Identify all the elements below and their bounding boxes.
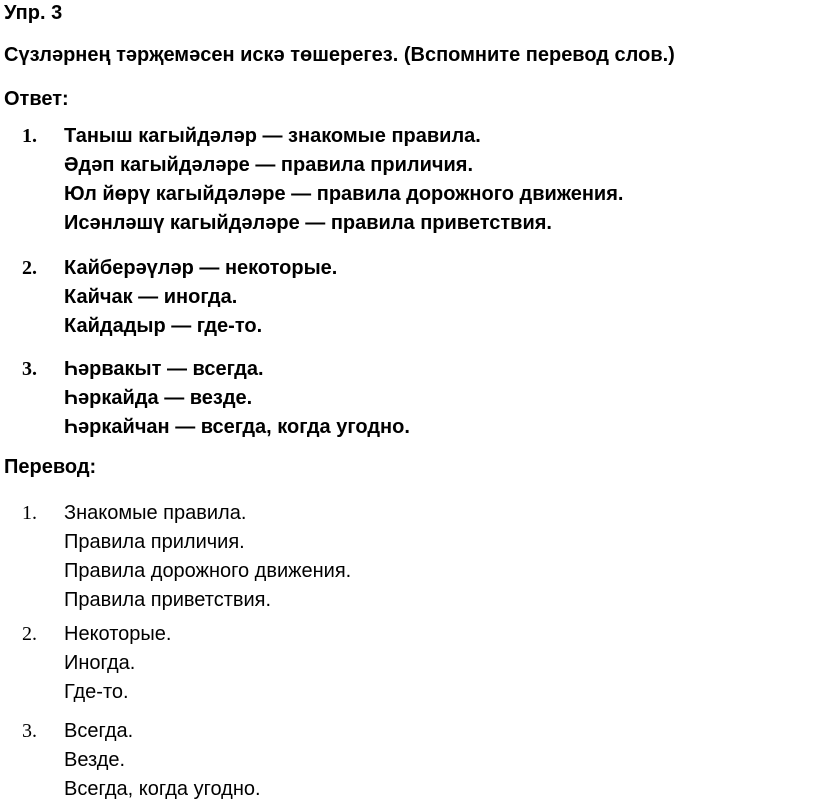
translation-line: Знакомые правила. xyxy=(64,502,247,524)
item-number: 1. xyxy=(22,502,37,524)
answer-line: Таныш кагыйдәләр — знакомые правила. xyxy=(64,125,481,147)
item-lines xyxy=(64,355,410,442)
translation-line: Некоторые. xyxy=(64,623,172,645)
task-instruction: Сүзләрнең тәрҗемәсен искә төшерегез. (Вспомните перевод слов.) xyxy=(4,44,675,66)
item-lines xyxy=(64,499,351,615)
item-number: 3. xyxy=(22,720,37,742)
translation-line: Везде. xyxy=(64,749,126,771)
translation-line: Правила дорожного движения. xyxy=(64,560,352,582)
answer-line: Исәнләшү кагыйдәләре — правила приветствия. xyxy=(64,212,552,234)
exercise-title: Упр. 3 xyxy=(4,2,63,24)
item-lines xyxy=(64,122,623,238)
answer-line: Һәркайда — везде. xyxy=(64,387,253,409)
translation-line: Правила приличия. xyxy=(64,531,245,553)
translation-line: Где-то. xyxy=(64,681,129,703)
translation-label: Перевод: xyxy=(4,456,97,478)
answer-line: Һәрвакыт — всегда. xyxy=(64,358,264,380)
item-lines xyxy=(64,620,171,707)
translation-line: Правила приветствия. xyxy=(64,589,272,611)
translation-line: Всегда. xyxy=(64,720,134,742)
item-number: 2. xyxy=(22,257,37,279)
answer-line: Юл йөрү кагыйдәләре — правила дорожного движения. xyxy=(64,183,624,205)
item-number: 3. xyxy=(22,358,37,380)
item-lines xyxy=(64,717,261,804)
item-lines xyxy=(64,254,337,341)
answer-label: Ответ: xyxy=(4,88,69,110)
answer-line: Кайчак — иногда. xyxy=(64,286,238,308)
translation-line: Иногда. xyxy=(64,652,136,674)
answer-line: Кайберәүләр — некоторые. xyxy=(64,257,338,279)
item-number: 1. xyxy=(22,125,37,147)
answer-line: Һәркайчан — всегда, когда угодно. xyxy=(64,416,410,438)
answer-line: Кайдадыр — где-то. xyxy=(64,315,263,337)
answer-line: Әдәп кагыйдәләре — правила приличия. xyxy=(64,154,474,176)
translation-line: Всегда, когда угодно. xyxy=(64,778,261,800)
item-number: 2. xyxy=(22,623,37,645)
